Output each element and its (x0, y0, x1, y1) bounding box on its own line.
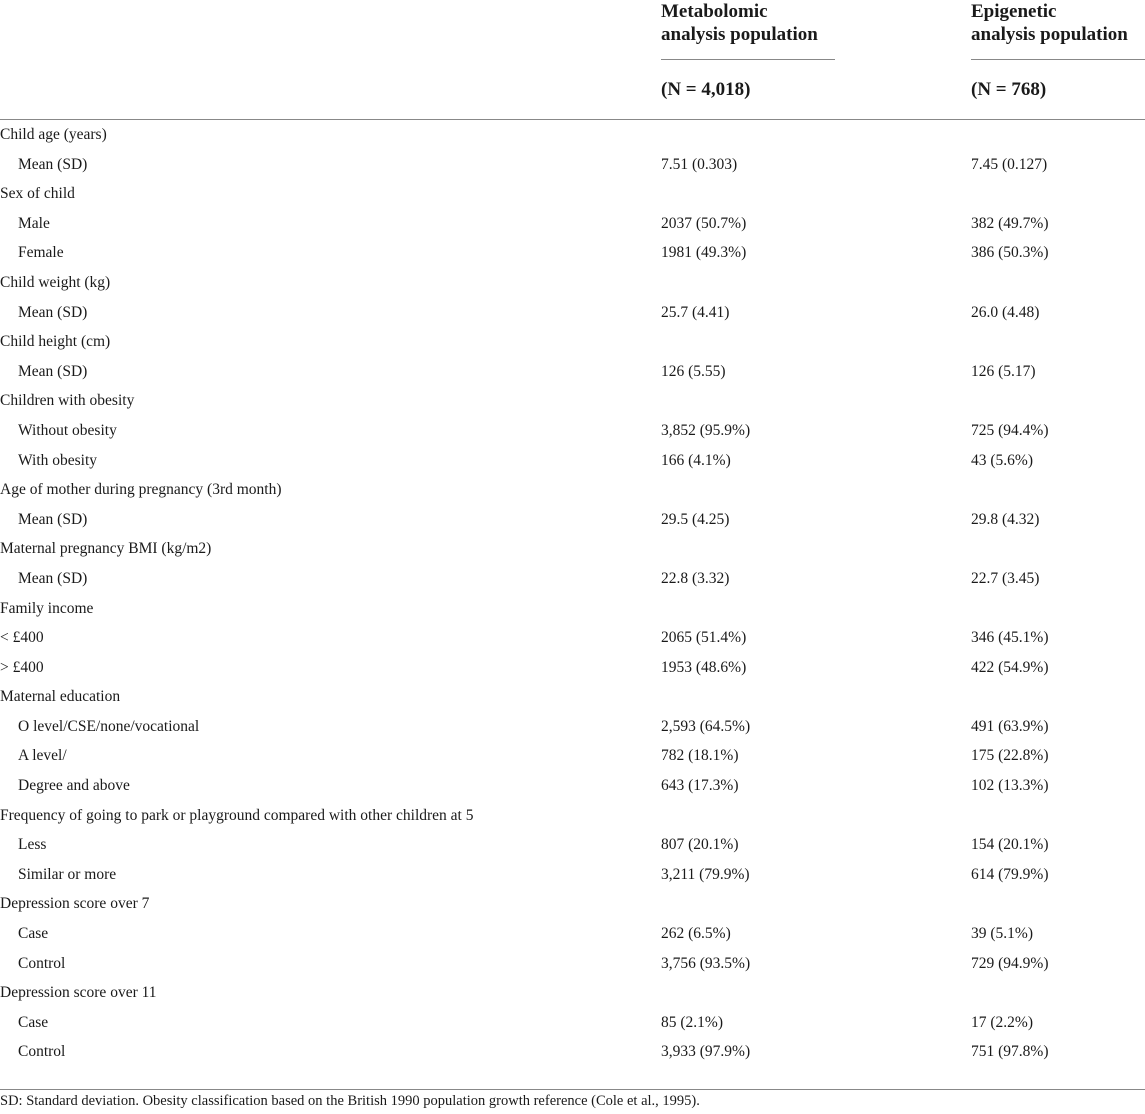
row-label: < £400 (0, 629, 44, 647)
cell-epigenetic: 126 (5.17) (971, 362, 1036, 380)
table-row (0, 475, 1145, 505)
table-row (0, 978, 1145, 1008)
cell-epigenetic: 102 (13.3%) (971, 777, 1049, 795)
row-group-label: Children with obesity (0, 392, 135, 410)
table-row (0, 446, 1145, 476)
row-group-label: Family income (0, 599, 94, 617)
cell-epigenetic: 725 (94.4%) (971, 421, 1049, 439)
column-title-line1: Epigenetic (971, 1, 1057, 22)
table-row (0, 268, 1145, 298)
cell-epigenetic: 175 (22.8%) (971, 747, 1049, 765)
table-row (0, 534, 1145, 564)
row-group-label: Child weight (kg) (0, 273, 111, 291)
row-label: Male (18, 214, 50, 232)
table-row (0, 653, 1145, 683)
column-sample-size: (N = 768) (971, 79, 1047, 100)
cell-epigenetic: 386 (50.3%) (971, 244, 1049, 262)
cell-metabolomic: 3,211 (79.9%) (661, 865, 750, 883)
cell-epigenetic: 422 (54.9%) (971, 658, 1049, 676)
cell-metabolomic: 22.8 (3.32) (661, 569, 730, 587)
table-row (0, 1037, 1145, 1067)
cell-epigenetic: 346 (45.1%) (971, 629, 1049, 647)
table-row (0, 860, 1145, 890)
cell-metabolomic: 2037 (50.7%) (661, 214, 747, 232)
table-row (0, 179, 1145, 209)
row-label: Degree and above (18, 777, 130, 795)
table-row (0, 505, 1145, 535)
row-label: Without obesity (18, 421, 117, 439)
cell-epigenetic: 26.0 (4.48) (971, 303, 1040, 321)
cell-epigenetic: 22.7 (3.45) (971, 569, 1040, 587)
row-label: Less (18, 836, 47, 854)
table-header (0, 0, 1145, 120)
column-title-line2: analysis population (661, 24, 818, 45)
table-row (0, 682, 1145, 712)
table-row (0, 120, 1145, 150)
cell-epigenetic: 39 (5.1%) (971, 925, 1033, 943)
row-group-label: Maternal pregnancy BMI (kg/m2) (0, 540, 212, 558)
table-row (0, 150, 1145, 180)
table-row (0, 712, 1145, 742)
table-row (0, 564, 1145, 594)
table-row (0, 830, 1145, 860)
table-row (0, 801, 1145, 831)
cell-metabolomic: 782 (18.1%) (661, 747, 739, 765)
cell-metabolomic: 3,852 (95.9%) (661, 421, 751, 439)
table-row (0, 327, 1145, 357)
row-group-label: Frequency of going to park or playground compared with other children at 5 (0, 806, 474, 824)
row-label: Case (18, 925, 49, 943)
row-label: Similar or more (18, 865, 117, 883)
cell-epigenetic: 154 (20.1%) (971, 836, 1049, 854)
table-row (0, 771, 1145, 801)
row-group-label: Child age (years) (0, 126, 107, 143)
column-sample-size: (N = 4,018) (661, 79, 751, 100)
cell-epigenetic: 17 (2.2%) (971, 1013, 1033, 1031)
cell-metabolomic: 2,593 (64.5%) (661, 717, 751, 735)
row-label: Mean (SD) (18, 303, 88, 321)
header-rule (661, 59, 835, 60)
cell-epigenetic: 751 (97.8%) (971, 1043, 1049, 1061)
table-row (0, 386, 1145, 416)
cell-metabolomic: 85 (2.1%) (661, 1013, 723, 1031)
cell-metabolomic: 126 (5.55) (661, 362, 726, 380)
row-group-label: Sex of child (0, 185, 75, 203)
cell-metabolomic: 1953 (48.6%) (661, 658, 747, 676)
cell-metabolomic: 166 (4.1%) (661, 451, 731, 469)
table-row (0, 889, 1145, 919)
row-group-label: Child height (cm) (0, 333, 111, 351)
table-row (0, 623, 1145, 653)
row-group-label: Depression score over 7 (0, 895, 150, 913)
cell-epigenetic: 382 (49.7%) (971, 214, 1049, 232)
header-rule (971, 59, 1145, 60)
column-header-metabolomic (661, 0, 861, 100)
row-group-label: Depression score over 11 (0, 984, 157, 1002)
row-label: Mean (SD) (18, 155, 88, 173)
row-label: A level/ (18, 747, 67, 765)
row-label: Control (18, 954, 66, 972)
row-label: Female (18, 244, 64, 262)
row-label: With obesity (18, 451, 98, 469)
cell-epigenetic: 729 (94.9%) (971, 954, 1049, 972)
table-row (0, 416, 1145, 446)
table-bottom-rule (0, 1089, 1145, 1090)
cell-metabolomic: 807 (20.1%) (661, 836, 739, 854)
cell-epigenetic: 7.45 (0.127) (971, 155, 1048, 173)
cell-epigenetic: 29.8 (4.32) (971, 510, 1040, 528)
cell-metabolomic: 262 (6.5%) (661, 925, 731, 943)
cell-metabolomic: 25.7 (4.41) (661, 303, 730, 321)
cell-epigenetic: 491 (63.9%) (971, 717, 1049, 735)
cell-epigenetic: 43 (5.6%) (971, 451, 1033, 469)
row-group-label: Maternal education (0, 688, 121, 706)
cell-epigenetic: 614 (79.9%) (971, 865, 1049, 883)
table-row (0, 949, 1145, 979)
table-row (0, 357, 1145, 387)
table-row (0, 238, 1145, 268)
column-title-line1: Metabolomic (661, 1, 768, 22)
table-body (0, 120, 1145, 1067)
column-title-line2: analysis population (971, 24, 1128, 45)
cell-metabolomic: 3,933 (97.9%) (661, 1043, 751, 1061)
row-label: Mean (SD) (18, 510, 88, 528)
table-row (0, 1008, 1145, 1038)
table-row (0, 209, 1145, 239)
table-row (0, 919, 1145, 949)
cell-metabolomic: 2065 (51.4%) (661, 629, 747, 647)
table-row (0, 298, 1145, 328)
table-row (0, 741, 1145, 771)
column-header-epigenetic (971, 0, 1145, 100)
row-label: O level/CSE/none/vocational (18, 717, 200, 735)
row-label: > £400 (0, 658, 44, 676)
table-footnote: SD: Standard deviation. Obesity classification based on the British 1990 population growth reference (Cole et al., 1995). (0, 1093, 700, 1109)
table-row (0, 594, 1145, 624)
row-label: Control (18, 1043, 66, 1061)
row-group-label: Age of mother during pregnancy (3rd month) (0, 481, 282, 499)
cell-metabolomic: 1981 (49.3%) (661, 244, 747, 262)
cell-metabolomic: 7.51 (0.303) (661, 155, 738, 173)
cell-metabolomic: 3,756 (93.5%) (661, 954, 751, 972)
row-label: Mean (SD) (18, 569, 88, 587)
row-label: Mean (SD) (18, 362, 88, 380)
row-label: Case (18, 1013, 49, 1031)
cell-metabolomic: 643 (17.3%) (661, 777, 739, 795)
cell-metabolomic: 29.5 (4.25) (661, 510, 730, 528)
